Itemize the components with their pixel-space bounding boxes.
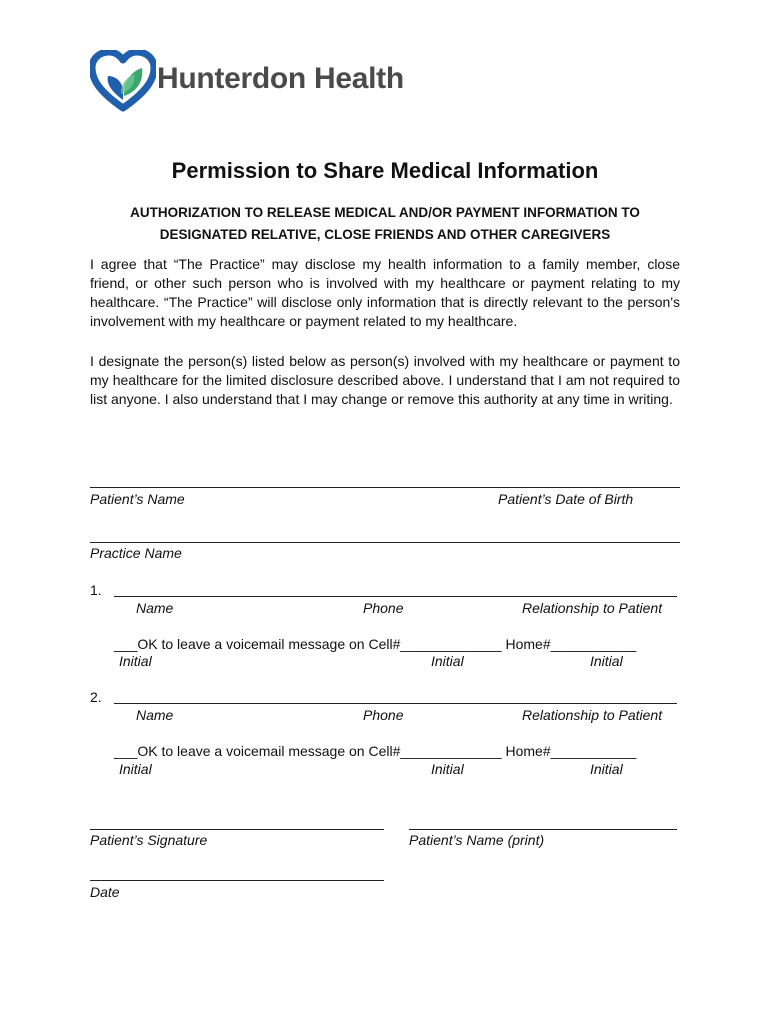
person-2-number: 2. (90, 689, 102, 705)
subtitle-line-1: AUTHORIZATION TO RELEASE MEDICAL AND/OR PAYMENT INFORMATION TO (130, 205, 640, 220)
signature-line[interactable] (90, 829, 384, 830)
patient-name-line[interactable] (90, 487, 680, 488)
person-2-initial-label: Initial (119, 761, 152, 777)
date-line[interactable] (90, 880, 384, 881)
person-2-phone-label: Phone (363, 707, 404, 723)
person-2-relationship-label: Relationship to Patient (522, 707, 663, 723)
practice-name-line[interactable] (90, 542, 680, 543)
subtitle (90, 202, 680, 246)
person-1-name-label: Name (136, 600, 174, 616)
brand-name: Hunterdon Health (157, 62, 404, 95)
practice-name-label: Practice Name (90, 545, 182, 561)
person-1-cell-initial-label: Initial (431, 653, 464, 669)
name-print-line[interactable] (409, 829, 677, 830)
person-1-relationship-label: Relationship to Patient (522, 600, 663, 616)
person-2-cell-initial-label: Initial (431, 761, 464, 777)
subtitle-line-2: DESIGNATED RELATIVE, CLOSE FRIENDS AND OTHER CAREGIVERS (159, 227, 611, 242)
person-1-voicemail-line[interactable]: ___OK to leave a voicemail message on Cell#_____________ Home#___________ (114, 636, 637, 652)
person-1-initial-label: Initial (119, 653, 152, 669)
date-label: Date (90, 884, 120, 900)
name-print-label: Patient’s Name (print) (409, 832, 545, 848)
person-1-line[interactable] (114, 596, 677, 597)
signature-label: Patient’s Signature (90, 832, 208, 848)
person-1-number: 1. (90, 582, 102, 598)
person-2-voicemail-line[interactable]: ___OK to leave a voicemail message on Cell#_____________ Home#___________ (114, 743, 637, 759)
person-1-home-initial-label: Initial (590, 653, 623, 669)
hunterdon-health-logo (90, 50, 156, 112)
person-2-line[interactable] (114, 703, 677, 704)
person-2-name-label: Name (136, 707, 174, 723)
person-1-phone-label: Phone (363, 600, 404, 616)
person-2-home-initial-label: Initial (590, 761, 623, 777)
patient-dob-label: Patient’s Date of Birth (498, 491, 634, 507)
consent-paragraph: I agree that “The Practice” may disclose my health information to a family member, close friend, or other such person who is involved with my healthcare or payment relating to my healthcare. “The Practice” will disclose only information that is directly relevant to the person's involvement with my healthcare or payment related to my healthcare. (90, 256, 680, 329)
designation-paragraph: I designate the person(s) listed below as person(s) involved with my healthcare or payment to my healthcare for the limited disclosure described above. I understand that I am not required to list anyone. I also understand that I may change or remove this authority at any time in writing. (90, 353, 680, 407)
patient-name-label: Patient’s Name (90, 491, 185, 507)
page-title: Permission to Share Medical Information (171, 158, 599, 183)
